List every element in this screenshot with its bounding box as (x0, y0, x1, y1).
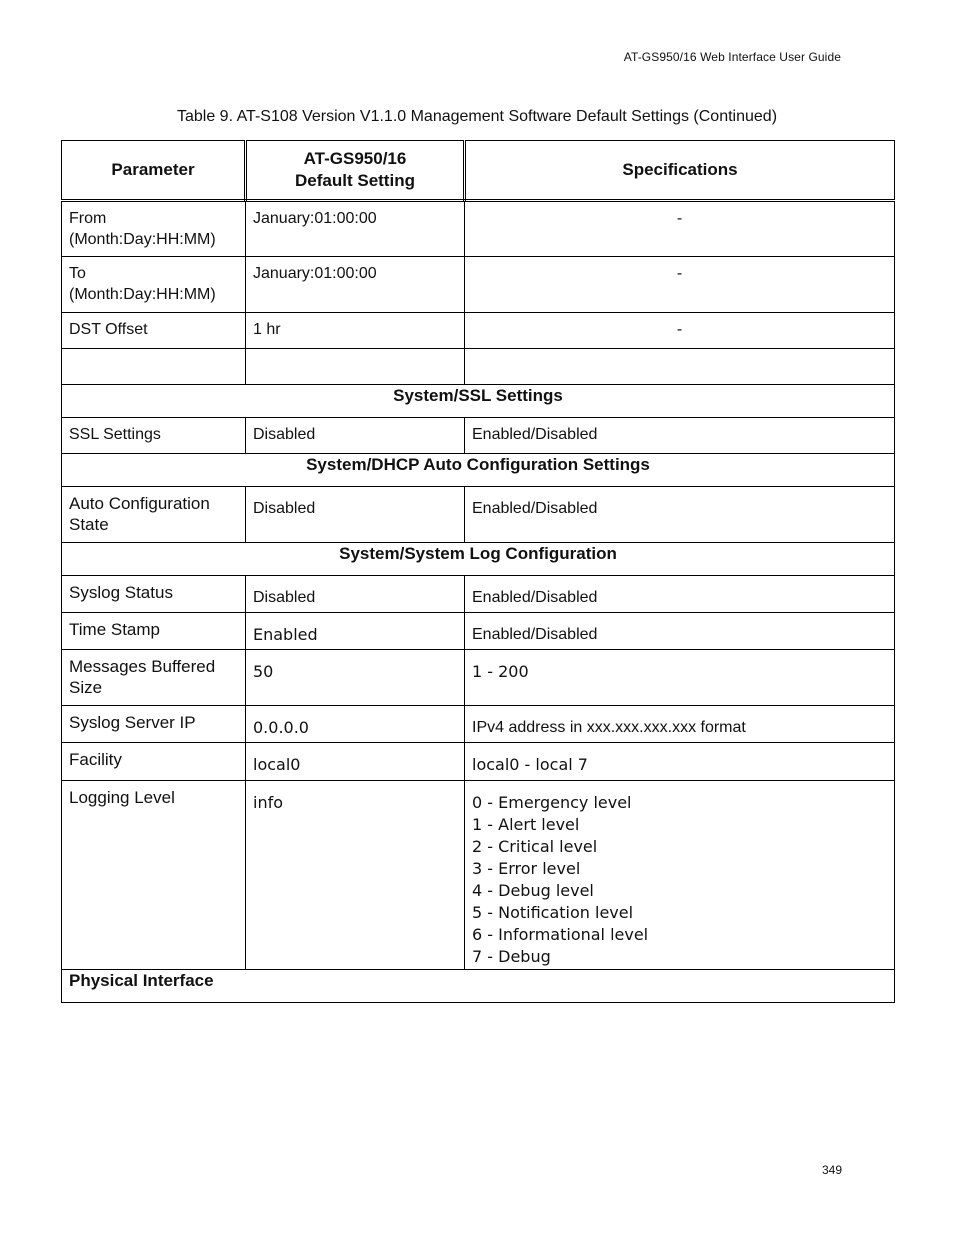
default-cell: January:01:00:00 (246, 257, 465, 313)
table-row (62, 257, 895, 313)
spec-cell: Enabled/Disabled (465, 487, 895, 543)
param-cell (62, 487, 246, 543)
list-item: 4 - Debug level (472, 881, 594, 900)
spec-cell: local0 - local 7 (465, 743, 895, 781)
param-line: To (69, 265, 86, 282)
section-heading-ssl: System/SSL Settings (62, 385, 895, 418)
param-line: Auto Configuration (69, 494, 210, 513)
default-cell: local0 (246, 743, 465, 781)
column-header-specifications: Specifications (465, 141, 895, 201)
table-row (62, 313, 895, 349)
column-header-default-line1: AT-GS950/16 (303, 149, 407, 168)
section-heading-row (62, 970, 895, 1003)
list-item: 0 - Emergency level (472, 793, 632, 812)
param-cell: DST Offset (62, 313, 246, 349)
list-item: 6 - Informational level (472, 925, 649, 944)
param-cell: SSL Settings (62, 418, 246, 454)
param-line: From (69, 210, 107, 227)
table-row (62, 706, 895, 743)
default-cell: Enabled (246, 613, 465, 650)
table-header-row (62, 141, 895, 201)
param-cell (62, 201, 246, 257)
section-heading-row (62, 385, 895, 418)
spec-cell: - (465, 201, 895, 257)
spec-cell: 1 - 200 (465, 650, 895, 706)
table-row (62, 418, 895, 454)
table-row (62, 781, 895, 970)
param-line: Size (69, 678, 103, 697)
default-settings-table (61, 140, 895, 1003)
section-heading-physical-interface: Physical Interface (62, 970, 895, 1003)
spec-cell: Enabled/Disabled (465, 613, 895, 650)
table-row (62, 576, 895, 613)
empty-cell (246, 349, 465, 385)
table-caption: Table 9. AT-S108 Version V1.1.0 Management Software Default Settings (Continued) (176, 108, 778, 125)
page-number: 349 (821, 1163, 842, 1177)
table-row (62, 743, 895, 781)
param-cell (62, 650, 246, 706)
table-row (62, 201, 895, 257)
list-item: 5 - Notification level (472, 903, 634, 922)
section-heading-syslog: System/System Log Configuration (62, 543, 895, 576)
section-heading-dhcp: System/DHCP Auto Configuration Settings (62, 454, 895, 487)
spec-cell: - (465, 313, 895, 349)
empty-cell (62, 349, 246, 385)
list-item: 7 - Debug (472, 947, 551, 966)
param-cell: Logging Level (62, 781, 246, 970)
default-cell: 0.0.0.0 (246, 706, 465, 743)
column-header-default-line2: Default Setting (295, 171, 415, 190)
empty-cell (465, 349, 895, 385)
param-cell: Time Stamp (62, 613, 246, 650)
column-header-parameter: Parameter (62, 141, 246, 201)
param-line: State (69, 515, 109, 534)
default-cell: January:01:00:00 (246, 201, 465, 257)
list-item: 1 - Alert level (472, 815, 580, 834)
param-cell (62, 257, 246, 313)
param-line: Messages Buffered (69, 657, 216, 676)
default-cell: info (246, 781, 465, 970)
default-cell: 1 hr (246, 313, 465, 349)
list-item: 2 - Critical level (472, 837, 598, 856)
spec-cell: Enabled/Disabled (465, 576, 895, 613)
list-item: 3 - Error level (472, 859, 581, 878)
default-cell: Disabled (246, 487, 465, 543)
spec-cell: Enabled/Disabled (465, 418, 895, 454)
param-cell: Facility (62, 743, 246, 781)
section-heading-row (62, 543, 895, 576)
default-cell: Disabled (246, 418, 465, 454)
param-line: (Month:Day:HH:MM) (69, 231, 216, 248)
table-row (62, 487, 895, 543)
param-line: (Month:Day:HH:MM) (69, 286, 216, 303)
table-row (62, 613, 895, 650)
default-cell: Disabled (246, 576, 465, 613)
logging-level-list (472, 792, 887, 968)
spec-cell: - (465, 257, 895, 313)
empty-row (62, 349, 895, 385)
spec-cell: IPv4 address in xxx.xxx.xxx.xxx format (465, 706, 895, 743)
param-cell: Syslog Server IP (62, 706, 246, 743)
running-header: AT-GS950/16 Web Interface User Guide (623, 50, 841, 64)
section-heading-row (62, 454, 895, 487)
param-cell: Syslog Status (62, 576, 246, 613)
spec-cell (465, 781, 895, 970)
table-row (62, 650, 895, 706)
column-header-default-setting (246, 141, 465, 201)
default-cell: 50 (246, 650, 465, 706)
